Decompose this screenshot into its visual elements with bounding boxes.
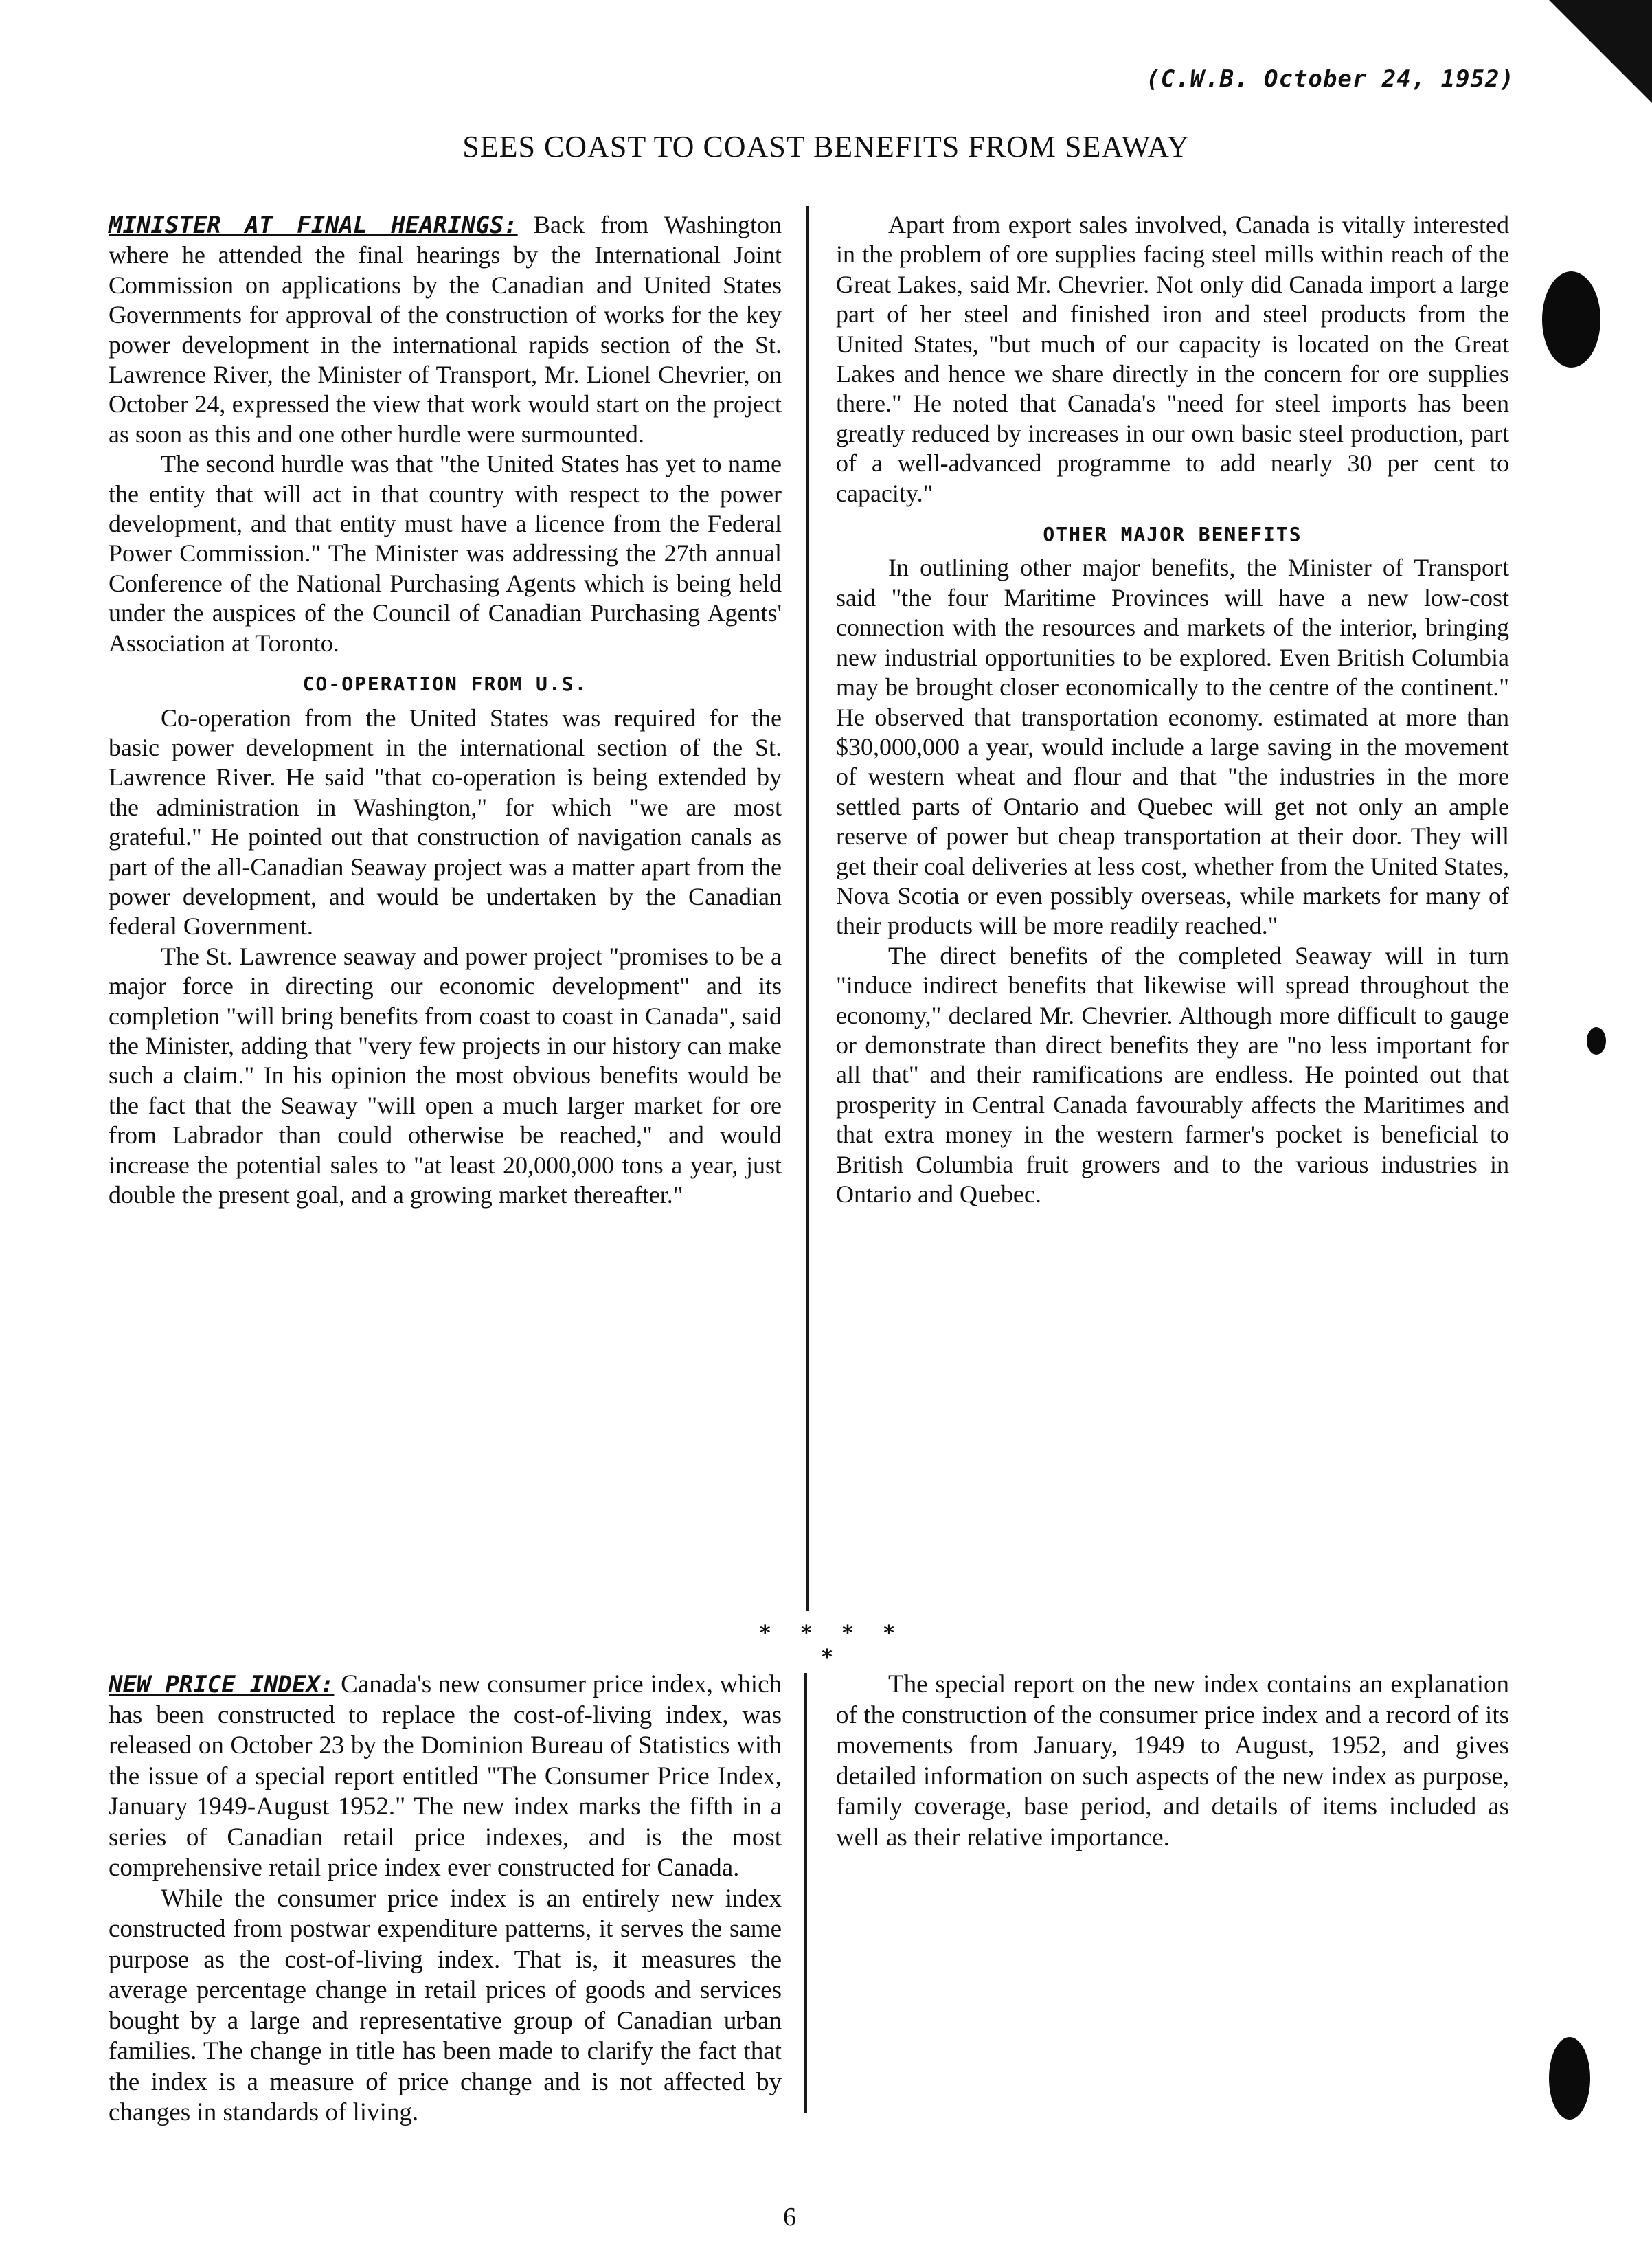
price-index-paragraph-3: The special report on the new index contains an explanation of the construction of the consumer price index and a record of its movements from January, 1949 to August, 1952, and gives detailed information on such aspects of the new index as purpose, family coverage, base period, and details of items included as well as their relative importance. bbox=[836, 1670, 1509, 1852]
paragraph-text: Back from Washington where he attended the final hearings by the International Joint Commission on applications by the Canadian and United States Governments for approval of the construction of works for the key power development in the international rapids section of the St. Lawrence River, the Minister of Transport, Mr. Lionel Chevrier, on October 24, expressed the view that work would start on the project as soon as this and one other hurdle were surmounted. bbox=[109, 211, 782, 448]
page-number: 6 bbox=[783, 2203, 796, 2232]
seaway-paragraph-3: Co-operation from the United States was required for the basic power development in the international section of the St. Lawrence River. He said "that co-operation is being extended by the administration in Washington," for which "we are most grateful." He pointed out that construction of navigation canals as part of the all-Canadian Seaway project was a matter apart from the power development, and would be undertaken by the Canadian federal Government. bbox=[109, 704, 782, 941]
seaway-paragraph-2: The second hurdle was that "the United States has yet to name the entity that will act in that country with respect to the power development, and that entity must have a licence from the Federal Power Commission." The Minister was addressing the 27th annual Conference of the National Purchasing Agents which is being held under the auspices of the Council of Canadian Purchasing Agents' Association at Toronto. bbox=[109, 450, 782, 657]
price-index-paragraph-1 bbox=[109, 1670, 782, 1884]
article-title: SEES COAST TO COAST BENEFITS FROM SEAWAY bbox=[462, 130, 1190, 164]
seaway-column-right bbox=[836, 210, 1509, 1209]
price-index-column-right bbox=[836, 1670, 1509, 1853]
seaway-paragraph-7: The direct benefits of the completed Seaway will in turn "induce indirect benefits that likewise will spread throughout the economy," declared Mr. Chevrier. Although more difficult to gauge or demonstrate than direct benefits they are "no less important for all that" and their ramifications are endless. He pointed out that prosperity in Central Canada favourably affects the Maritimes and that extra money in the western farmer's pocket is beneficial to British Columbia fruit growers and to the various industries in Ontario and Quebec. bbox=[836, 941, 1509, 1208]
column-divider bbox=[806, 206, 809, 1611]
price-index-paragraph-2: While the consumer price index is an entirely new index constructed from postwar expenditure patterns, it serves the same purpose as the cost-of-living index. That is, it measures the average percentage change in retail prices of goods and services bought by a large and representative group of Canadian urban families. The change in title has been made to clarify the fact that the index is a measure of price change and is not affected by changes in standards of living. bbox=[109, 1884, 782, 2126]
seaway-paragraph-4: The St. Lawrence seaway and power project "promises to be a major force in directing our economic development" and its completion "will bring benefits from coast to coast in Canada", said the Minister, adding that "very few projects in our history can make such a claim." In his opinion the most obvious benefits would be the fact that the Seaway "will open a much larger market for ore from Labrador than could otherwise be reached," and would increase the potential sales to "at least 20,000,000 tons a year, just double the present goal, and a growing market thereafter." bbox=[109, 942, 782, 1209]
column-divider bbox=[804, 1673, 807, 2113]
seaway-paragraph-1 bbox=[109, 210, 782, 449]
page-corner-mark bbox=[1549, 0, 1652, 103]
bulletin-reference: (C.W.B. October 24, 1952) bbox=[1146, 65, 1515, 93]
paragraph-text: Canada's new consumer price index, which has been constructed to replace the cost-of-living index, was released on October 23 by the Dominion Bureau of Statistics with the issue of a special report entitled "The Consumer Price Index, January 1949-August 1952." The new index marks the fifth in a series of Canadian retail price indexes, and is the most comprehensive retail price index ever constructed for Canada. bbox=[109, 1670, 782, 1882]
punch-hole bbox=[1542, 271, 1600, 368]
seaway-column-left bbox=[109, 210, 782, 1210]
section-subheading: CO-OPERATION FROM U.S. bbox=[302, 673, 588, 696]
punch-hole bbox=[1549, 2037, 1590, 2120]
run-in-heading: NEW PRICE INDEX: bbox=[109, 1671, 335, 1698]
run-in-heading: MINISTER AT FINAL HEARINGS: bbox=[109, 212, 518, 239]
section-subheading: OTHER MAJOR BENEFITS bbox=[1043, 523, 1302, 546]
seaway-paragraph-5: Apart from export sales involved, Canada is vitally interested in the problem of ore supplies facing steel mills within reach of the Great Lakes, said Mr. Chevrier. Not only did Canada import a large part of her steel and finished iron and steel products from the United States, "but much of our capacity is located on the Great Lakes and hence we share directly in the concern for ore supplies there." He noted that Canada's "need for steel imports has been greatly reduced by increases in our own basic steel production, part of a well-advanced programme to add nearly 30 per cent to capacity." bbox=[836, 211, 1509, 507]
seaway-paragraph-6: In outlining other major benefits, the Minister of Transport said "the four Maritime Provinces will have a new low-cost connection with the resources and markets of the interior, bringing new industrial opportunities to be explored. Even British Columbia may be brought closer economically to the centre of the continent." He observed that transportation economy. estimated at more than $30,000,000 a year, would include a large saving in the movement of western wheat and flour and that "the industries in the more settled parts of Ontario and Quebec will get not only an ample reserve of power but cheap transportation at their door. They will get their coal deliveries at less cost, whether from the United States, Nova Scotia or even possibly overseas, while markets for many of their products will be more readily reached." bbox=[836, 554, 1509, 940]
punch-hole bbox=[1587, 1027, 1606, 1055]
section-separator: * * * * * bbox=[758, 1621, 904, 1670]
price-index-column-left bbox=[109, 1670, 782, 2128]
